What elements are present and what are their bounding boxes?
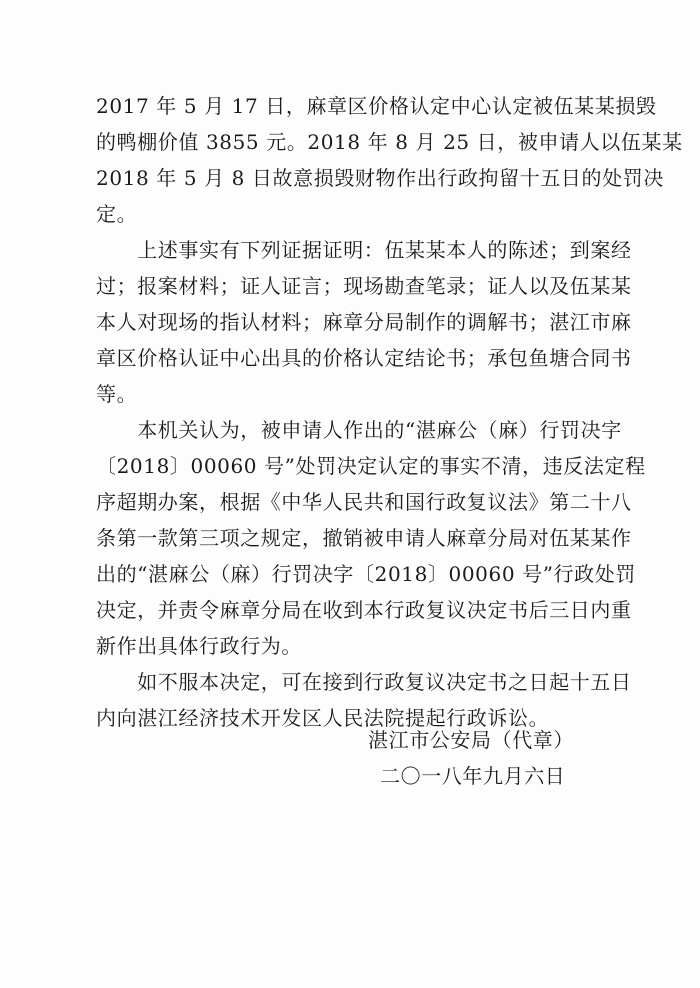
text-line: 的鸭棚价值 3855 元。2018 年 8 月 25 日，被申请人以伍某某 (96, 130, 683, 154)
text-line: 新作出具体行政行为。 (96, 634, 302, 658)
text-line: 出的“湛麻公（麻）行罚决字〔2018〕00060 号”行政处罚 (96, 562, 636, 586)
issue-date: 二〇一八年九月六日 (380, 764, 566, 788)
text-line: 上述事实有下列证据证明：伍某某本人的陈述；到案经 (96, 238, 632, 262)
text-line: 如不服本决定，可在接到行政复议决定书之日起十五日 (96, 670, 632, 694)
text-line: 本人对现场的指认材料；麻章分局制作的调解书；湛江市麻 (96, 310, 632, 334)
text-line: 决定，并责令麻章分局在收到本行政复议决定书后三日内重 (96, 598, 632, 622)
text-line: 〔2018〕00060 号”处罚决定认定的事实不清，违反法定程 (96, 454, 646, 478)
text-line: 2018 年 5 月 8 日故意损毁财物作出行政拘留十五日的处罚决 (96, 166, 664, 190)
decision-body (96, 88, 683, 736)
text-line: 等。 (96, 382, 138, 406)
text-line: 章区价格认证中心出具的价格认定结论书；承包鱼塘合同书 (96, 346, 632, 370)
text-line: 条第一款第三项之规定，撤销被申请人麻章分局对伍某某作 (96, 526, 632, 550)
text-line: 过；报案材料；证人证言；现场勘查笔录；证人以及伍某某 (96, 274, 632, 298)
text-line: 内向湛江经济技术开发区人民法院提起行政诉讼。 (96, 706, 550, 730)
issuer-name: 湛江市公安局（代章） (368, 728, 574, 752)
text-line: 本机关认为，被申请人作出的“湛麻公（麻）行罚决字 (96, 418, 622, 442)
text-line: 序超期办案，根据《中华人民共和国行政复议法》第二十八 (96, 490, 632, 514)
text-line: 定。 (96, 202, 138, 226)
text-line: 2017 年 5 月 17 日，麻章区价格认定中心认定被伍某某损毁 (96, 94, 657, 118)
signature-block (368, 722, 608, 794)
